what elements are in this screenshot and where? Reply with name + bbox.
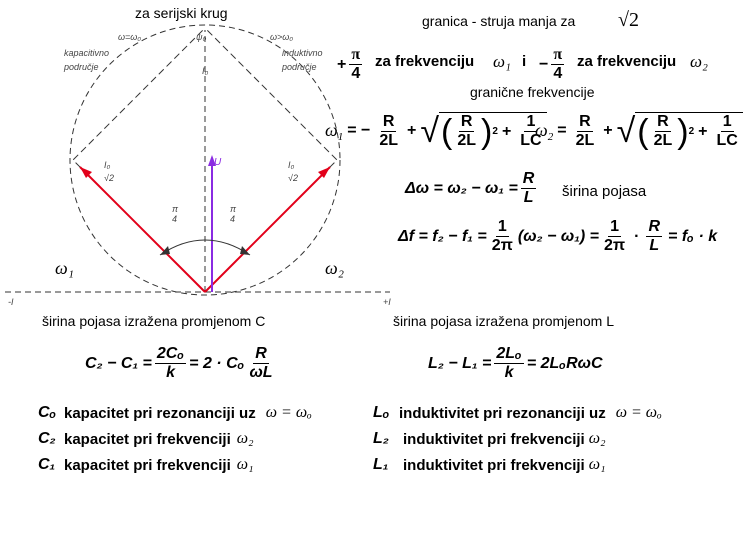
omega2-label: ω₂ (325, 258, 344, 278)
minus-pi4: − $\frac{\pi}{4}$ (539, 46, 563, 82)
svg-text:područje: područje (64, 62, 99, 72)
pi-left-label: π (172, 204, 179, 214)
phasor-i2 (205, 167, 330, 292)
i0-top-label: I₀ (202, 66, 209, 76)
svg-text:područje: područje (282, 62, 317, 72)
za-frekvenciju-1: za frekvenciju (375, 53, 475, 70)
i-conjunction: i (522, 53, 527, 70)
delta-f-formula: Δf = f₂ − f₁ = $\frac{1}{2\pi}$ (ω₂ − ω₁) = $\frac{1}{2\pi}$ · $\frac{R}{L}$ = fₒ · k (398, 218, 718, 254)
cap-region-label: kapacitivno (64, 48, 110, 58)
w2-label: ω₂ (690, 52, 708, 71)
diamond-right (205, 28, 337, 292)
list-item: L₁ induktivitet pri frekvenciji ω₁ (373, 456, 606, 474)
svg-text:√2: √2 (288, 173, 298, 183)
omega1-formula: $\omega_1$ = − $\frac{R}{2L}$ + √ ( $\frac{R}{2L}$ ) 2 + $\frac{1}{LC}$ (325, 112, 547, 150)
c-definition-list (38, 400, 312, 478)
top-center-label: ψ₀ (196, 32, 207, 42)
list-item: Cₒ kapacitet pri rezonanciji uz ω = ωₒ (38, 404, 312, 422)
list-item: C₁ kapacitet pri frekvenciji ω₁ (38, 456, 254, 474)
u-label: U (214, 157, 222, 168)
top-left-label: ω=ω₀ (118, 32, 142, 42)
omega1-label: ω₁ (55, 258, 74, 278)
list-item: C₂ kapacitet pri frekvenciji ω₂ (38, 430, 254, 448)
phasor-i1 (80, 167, 205, 292)
left-heading: za serijski krug (135, 5, 228, 21)
i0-left-label: I₀ (104, 160, 111, 170)
l-definition-list (373, 400, 662, 478)
ind-region-label: induktivno (282, 48, 323, 58)
sqrt2: √2 (618, 9, 639, 31)
omega2-formula: $\omega_2$ = $\frac{R}{2L}$ + √ ( $\frac{R}{2L}$ ) 2 + $\frac{1}{LC}$ (535, 112, 743, 150)
za-frekvenciju-2: za frekvenciju (577, 53, 677, 70)
svg-text:√2: √2 (104, 173, 114, 183)
granicne-frekvencije: granične frekvencije (470, 84, 595, 100)
plus-i-label: +I (383, 297, 391, 307)
capacitance-formula: C₂ − C₁ = $\frac{\text{2Cₒ}}{k}$ = 2 · Cₒ $\frac{R}{\omega L}$ (85, 345, 273, 381)
delta-omega-formula: Δω = ω₂ − ω₁ = $\frac{R}{L}$ (405, 170, 535, 206)
pi-right-label: π (230, 204, 237, 214)
list-item: Lₒ induktivitet pri rezonanciji uz ω = ωₒ (373, 404, 662, 422)
top-right-label: ω>ω₀ (270, 32, 294, 42)
w1-label: ω₁ (493, 52, 511, 71)
svg-text:4: 4 (230, 214, 236, 224)
right-heading: granica - struja manja za (422, 13, 576, 29)
svg-text:4: 4 (172, 214, 178, 224)
list-item: L₂ induktivitet pri frekvenciji ω₂ (373, 430, 606, 448)
i0-right-label: I₀ (288, 160, 295, 170)
inductance-formula: L₂ − L₁ = $\frac{\text{2Lₒ}}{k}$ = 2LₒRωC (428, 345, 603, 381)
sirina-l-heading: širina pojasa izražena promjenom L (393, 313, 614, 329)
sirina-pojasa-label: širina pojasa (562, 183, 647, 200)
plus-pi4: + $\frac{\pi}{4}$ (337, 46, 361, 82)
minus-i-label: -I (8, 297, 14, 307)
sirina-c-heading: širina pojasa izražena promjenom C (42, 313, 266, 329)
